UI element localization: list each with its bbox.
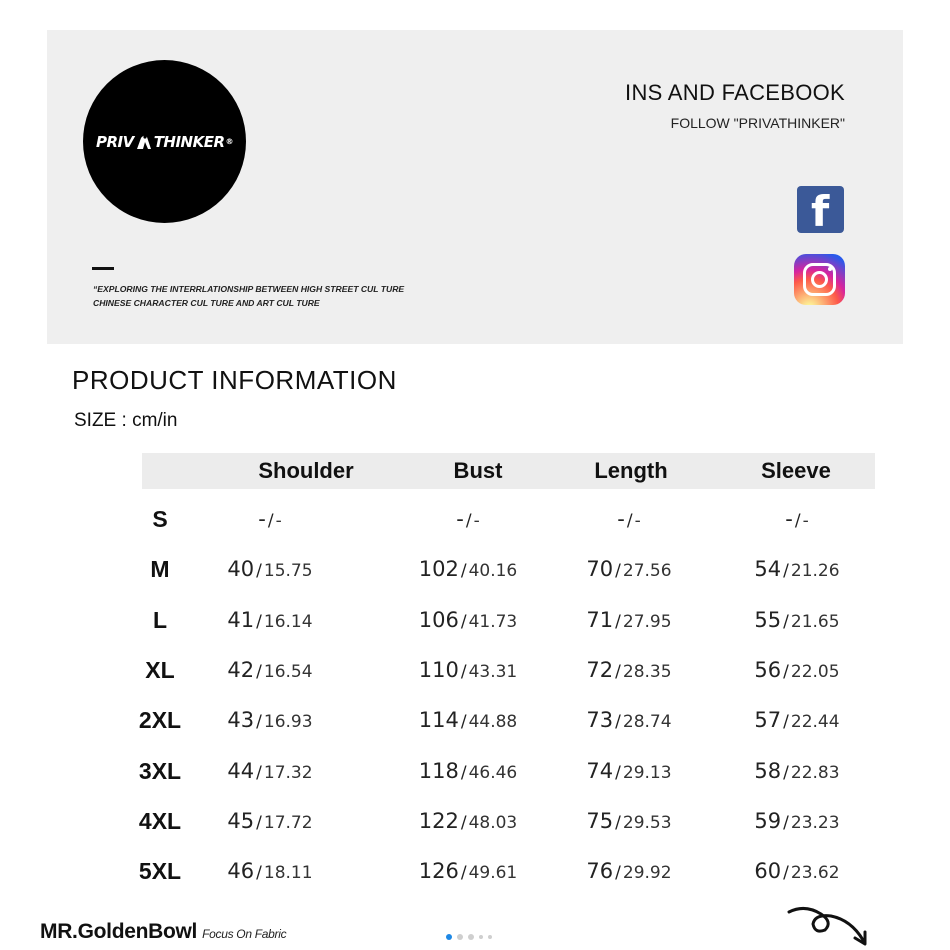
value-separator: / [783, 611, 789, 632]
value-separator: / [783, 812, 789, 833]
tagline-dash [92, 267, 114, 270]
follow-text: FOLLOW "PRIVATHINKER" [670, 115, 845, 131]
brand-banner [47, 30, 903, 344]
value-separator: / [256, 661, 262, 682]
value-in: 16.54 [263, 661, 313, 682]
value-separator: / [460, 661, 467, 682]
value-separator: / [256, 611, 262, 632]
value-separator: / [615, 712, 621, 733]
value-in: 27.56 [622, 561, 672, 582]
measurement-value [754, 746, 839, 798]
measurement-value [586, 796, 671, 848]
measurement-value [456, 494, 479, 546]
measurement-value [754, 695, 839, 747]
value-separator: / [256, 712, 262, 733]
measurement-value [227, 846, 312, 898]
product-info-title: PRODUCT INFORMATION [72, 365, 397, 395]
value-cm: 44 [227, 758, 255, 783]
value-separator: / [465, 511, 472, 531]
measurement-value [754, 645, 839, 697]
value-cm: 70 [586, 557, 614, 582]
carousel-dot[interactable] [488, 935, 492, 939]
carousel-dot[interactable] [446, 934, 452, 940]
measurement-value [419, 796, 518, 848]
footer-brand-name: MR.GoldenBowl [40, 920, 198, 943]
value-cm: 72 [586, 657, 614, 682]
value-cm: 114 [418, 708, 459, 733]
value-cm: 42 [227, 657, 255, 682]
value-in: 22.44 [790, 712, 840, 733]
carousel-dots[interactable] [446, 934, 492, 940]
value-in: 49.61 [468, 863, 518, 884]
value-cm: 55 [754, 607, 782, 632]
value-cm: 56 [754, 657, 782, 682]
measurement-value [419, 846, 518, 898]
size-label: L [152, 606, 168, 633]
value-separator: / [615, 762, 621, 783]
value-separator: / [783, 863, 789, 884]
value-cm: 126 [418, 859, 459, 884]
column-header-length: Length [594, 458, 668, 483]
value-in: 43.31 [468, 661, 518, 682]
value-cm: 46 [227, 859, 255, 884]
carousel-dot[interactable] [468, 934, 474, 940]
measurement-value [419, 595, 518, 647]
tagline-line-1: “EXPLORING THE INTERRLATIONSHIP BETWEEN HIGH STREET CUL TURE [93, 284, 405, 294]
value-separator: / [615, 661, 621, 682]
value-separator: / [460, 762, 467, 783]
measurement-value [586, 846, 671, 898]
measurement-value [419, 695, 518, 747]
value-in: 29.53 [622, 812, 672, 833]
measurement-value [227, 645, 312, 697]
value-in: 23.62 [790, 863, 840, 884]
table-row [138, 746, 875, 796]
value-in: 48.03 [468, 812, 518, 833]
value-cm: 58 [754, 758, 782, 783]
value-in: 46.46 [468, 762, 518, 783]
facebook-icon[interactable]: f [797, 186, 844, 233]
value-separator: / [460, 561, 467, 582]
value-cm: 41 [227, 607, 255, 632]
measurement-value [419, 645, 518, 697]
table-row [142, 595, 875, 645]
value-cm: - [617, 507, 625, 531]
value-in: 16.14 [263, 611, 313, 632]
brand-tagline [93, 282, 404, 310]
value-cm: 76 [586, 859, 614, 884]
value-in: 41.73 [468, 611, 518, 632]
value-separator: / [783, 561, 789, 582]
logo-part-priv: PRIV [95, 132, 134, 151]
value-cm: 102 [418, 557, 459, 582]
table-row [138, 846, 875, 896]
measurement-value [227, 595, 312, 647]
value-cm: - [258, 507, 266, 531]
value-separator: / [256, 561, 262, 582]
carousel-dot[interactable] [479, 935, 483, 939]
column-header-bust: Bust [453, 458, 503, 483]
value-cm: 122 [418, 808, 459, 833]
value-cm: 59 [754, 808, 782, 833]
value-cm: 40 [227, 557, 255, 582]
value-separator: / [783, 762, 789, 783]
value-in: 28.35 [622, 661, 672, 682]
measurement-value [754, 796, 839, 848]
value-cm: 106 [418, 607, 459, 632]
column-header-sleeve: Sleeve [761, 458, 831, 483]
value-separator: / [615, 863, 621, 884]
value-cm: - [456, 507, 464, 531]
footer-brand [40, 920, 286, 944]
value-cm: 54 [754, 557, 782, 582]
measurement-value [419, 544, 518, 596]
value-in: 29.13 [622, 762, 672, 783]
measurement-value [586, 645, 671, 697]
value-separator: / [783, 712, 789, 733]
value-in: 22.83 [790, 762, 840, 783]
value-cm: 57 [754, 708, 782, 733]
value-cm: 71 [586, 607, 614, 632]
logo-wordmark [96, 133, 233, 151]
value-separator: / [460, 812, 467, 833]
value-separator: / [256, 762, 262, 783]
measurement-value [227, 796, 312, 848]
value-cm: 45 [227, 808, 255, 833]
value-in: 16.93 [263, 712, 313, 733]
table-row [142, 544, 875, 594]
size-chart-header [142, 453, 875, 489]
measurement-value [258, 494, 281, 546]
value-in: 15.75 [263, 561, 313, 582]
value-separator: / [783, 661, 789, 682]
size-label: 3XL [138, 757, 182, 784]
value-separator: / [626, 511, 633, 531]
measurement-value [586, 746, 671, 798]
value-separator: / [460, 611, 467, 632]
measurement-value [754, 846, 839, 898]
value-cm: - [785, 507, 793, 531]
value-in: 21.65 [790, 611, 840, 632]
table-row [138, 796, 875, 846]
value-separator: / [615, 611, 621, 632]
measurement-value [586, 595, 671, 647]
value-in: 17.32 [263, 762, 313, 783]
value-in: 44.88 [468, 712, 518, 733]
value-separator: / [267, 511, 274, 531]
tagline-line-2: CHINESE CHARACTER CUL TURE AND ART CUL TURE [93, 298, 320, 308]
carousel-dot[interactable] [457, 934, 463, 940]
size-unit-label: SIZE : cm/in [74, 410, 178, 431]
value-in: - [473, 511, 480, 531]
value-in: 21.26 [790, 561, 840, 582]
instagram-icon[interactable] [794, 254, 845, 305]
footer-brand-sub: Focus On Fabric [202, 927, 287, 941]
table-row [138, 695, 875, 745]
brand-logo [83, 60, 246, 223]
size-label: 2XL [138, 707, 182, 734]
value-separator: / [615, 812, 621, 833]
value-separator: / [460, 712, 467, 733]
measurement-value [227, 695, 312, 747]
measurement-value [227, 544, 312, 596]
value-in: 27.95 [622, 611, 672, 632]
size-label: M [150, 556, 170, 583]
value-cm: 43 [227, 708, 255, 733]
social-title: INS AND FACEBOOK [625, 80, 845, 105]
value-in: 23.23 [790, 812, 840, 833]
size-label: 4XL [138, 807, 182, 834]
value-cm: 74 [586, 758, 614, 783]
value-cm: 110 [418, 657, 459, 682]
value-separator: / [460, 863, 467, 884]
value-in: - [275, 511, 282, 531]
logo-part-thinker: THINKER [153, 132, 225, 151]
measurement-value [586, 544, 671, 596]
value-separator: / [794, 511, 801, 531]
value-cm: 75 [586, 808, 614, 833]
value-in: 22.05 [790, 661, 840, 682]
value-separator: / [615, 561, 621, 582]
value-in: - [802, 511, 809, 531]
value-cm: 73 [586, 708, 614, 733]
curl-arrow-icon [785, 900, 875, 950]
measurement-value [586, 695, 671, 747]
measurement-value [227, 746, 312, 798]
logo-registered-mark: ® [225, 137, 234, 146]
value-separator: / [256, 863, 262, 884]
value-in: - [634, 511, 641, 531]
value-separator: / [256, 812, 262, 833]
column-header-shoulder: Shoulder [258, 458, 354, 483]
measurement-value [754, 595, 839, 647]
value-in: 29.92 [622, 863, 672, 884]
size-label: 5XL [138, 858, 182, 885]
table-row [142, 494, 875, 544]
measurement-value [785, 494, 808, 546]
measurement-value [617, 494, 640, 546]
logo-figure-icon [135, 134, 153, 150]
value-in: 40.16 [468, 561, 518, 582]
table-row [142, 645, 875, 695]
value-cm: 60 [754, 859, 782, 884]
size-label: XL [145, 656, 175, 683]
measurement-value [419, 746, 518, 798]
measurement-value [754, 544, 839, 596]
value-in: 28.74 [622, 712, 672, 733]
value-in: 17.72 [263, 812, 313, 833]
value-cm: 118 [418, 758, 459, 783]
size-chart-table [138, 453, 875, 885]
size-label: S [152, 506, 168, 532]
value-in: 18.11 [263, 863, 313, 884]
